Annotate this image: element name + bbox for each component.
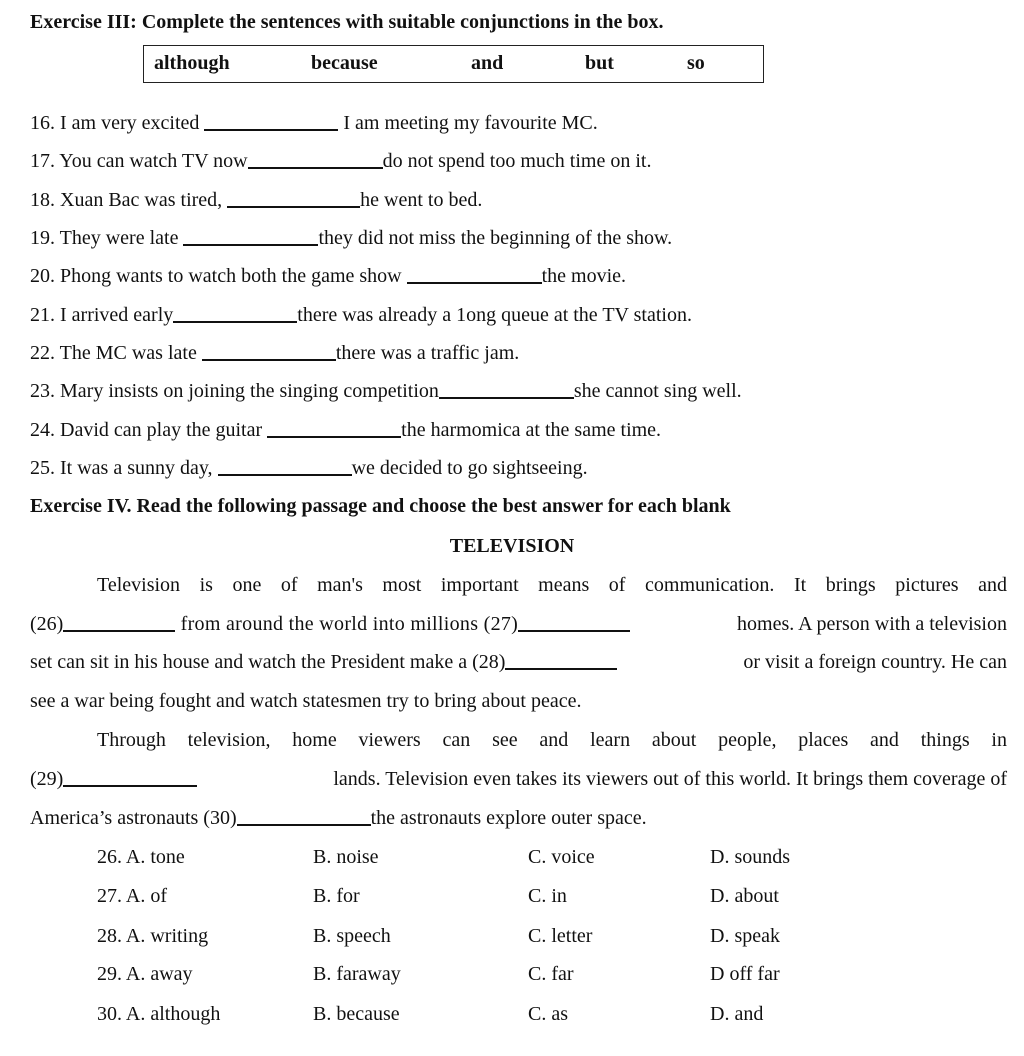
- option-b[interactable]: B. noise: [313, 846, 379, 868]
- passage-line: set can sit in his house and watch the President make a (28) or visit a foreign country. He can: [30, 651, 1007, 673]
- option-a[interactable]: 29. A. away: [97, 963, 193, 985]
- option-a[interactable]: 28. A. writing: [97, 925, 209, 947]
- answer-blank[interactable]: [248, 167, 383, 169]
- sentence-item: 19. They were late they did not miss the beginning of the show.: [30, 227, 673, 249]
- option-b[interactable]: B. faraway: [313, 963, 401, 985]
- option-c[interactable]: C. far: [528, 963, 574, 985]
- answer-blank[interactable]: [63, 785, 197, 787]
- conjunction-word: so: [687, 52, 705, 74]
- answer-blank[interactable]: [518, 630, 630, 632]
- sentence-item: 22. The MC was late there was a traffic jam.: [30, 342, 520, 364]
- passage-line: see a war being fought and watch statesmen try to bring about peace.: [30, 690, 582, 712]
- answer-blank[interactable]: [204, 129, 338, 131]
- passage-line: America’s astronauts (30) the astronauts explore outer space.: [30, 807, 647, 829]
- option-d[interactable]: D off far: [710, 963, 780, 985]
- conjunction-word: but: [585, 52, 614, 74]
- conjunction-word: because: [311, 52, 378, 74]
- option-a[interactable]: 27. A. of: [97, 885, 167, 907]
- answer-blank[interactable]: [173, 321, 297, 323]
- answer-blank[interactable]: [63, 630, 175, 632]
- sentence-item: 17. You can watch TV now do not spend too much time on it.: [30, 150, 652, 172]
- passage-title: TELEVISION: [449, 535, 575, 557]
- passage-line: Television is one of man's most important means of communication. It brings pictures and: [97, 574, 1007, 596]
- answer-blank[interactable]: [218, 474, 352, 476]
- option-b[interactable]: B. speech: [313, 925, 391, 947]
- answer-blank[interactable]: [183, 244, 318, 246]
- answer-blank[interactable]: [407, 282, 542, 284]
- answer-blank[interactable]: [237, 824, 371, 826]
- answer-blank[interactable]: [267, 436, 401, 438]
- conjunction-box: [143, 45, 764, 83]
- option-a[interactable]: 30. A. although: [97, 1003, 221, 1025]
- sentence-item: 18. Xuan Bac was tired, he went to bed.: [30, 189, 483, 211]
- option-c[interactable]: C. letter: [528, 925, 593, 947]
- option-a[interactable]: 26. A. tone: [97, 846, 185, 868]
- passage-line: (29) lands. Television even takes its viewers out of this world. It brings them coverage of: [30, 768, 1007, 790]
- option-c[interactable]: C. as: [528, 1003, 568, 1025]
- option-c[interactable]: C. in: [528, 885, 567, 907]
- sentence-item: 23. Mary insists on joining the singing competition she cannot sing well.: [30, 380, 742, 402]
- exercise-3-title: Exercise III: Complete the sentences with suitable conjunctions in the box.: [30, 11, 664, 33]
- sentence-item: 16. I am very excited I am meeting my favourite MC.: [30, 112, 598, 134]
- answer-blank[interactable]: [439, 397, 574, 399]
- conjunction-word: although: [154, 52, 230, 74]
- sentence-item: 20. Phong wants to watch both the game show the movie.: [30, 265, 627, 287]
- option-d[interactable]: D. about: [710, 885, 779, 907]
- option-c[interactable]: C. voice: [528, 846, 595, 868]
- option-d[interactable]: D. speak: [710, 925, 780, 947]
- option-d[interactable]: D. and: [710, 1003, 764, 1025]
- sentence-item: 24. David can play the guitar the harmomica at the same time.: [30, 419, 662, 441]
- option-b[interactable]: B. for: [313, 885, 360, 907]
- sentence-item: 21. I arrived early there was already a 1ong queue at the TV station.: [30, 304, 692, 326]
- conjunction-word: and: [471, 52, 504, 74]
- answer-blank[interactable]: [202, 359, 336, 361]
- exercise-4-title: Exercise IV. Read the following passage and choose the best answer for each blank: [30, 495, 731, 517]
- answer-blank[interactable]: [227, 206, 360, 208]
- option-b[interactable]: B. because: [313, 1003, 400, 1025]
- answer-blank[interactable]: [505, 668, 617, 670]
- sentence-item: 25. It was a sunny day, we decided to go sightseeing.: [30, 457, 588, 479]
- option-d[interactable]: D. sounds: [710, 846, 791, 868]
- passage-line: (26) from around the world into millions (27) homes. A person with a television: [30, 613, 1007, 635]
- passage-line: Through television, home viewers can see and learn about people, places and things in: [97, 729, 1007, 751]
